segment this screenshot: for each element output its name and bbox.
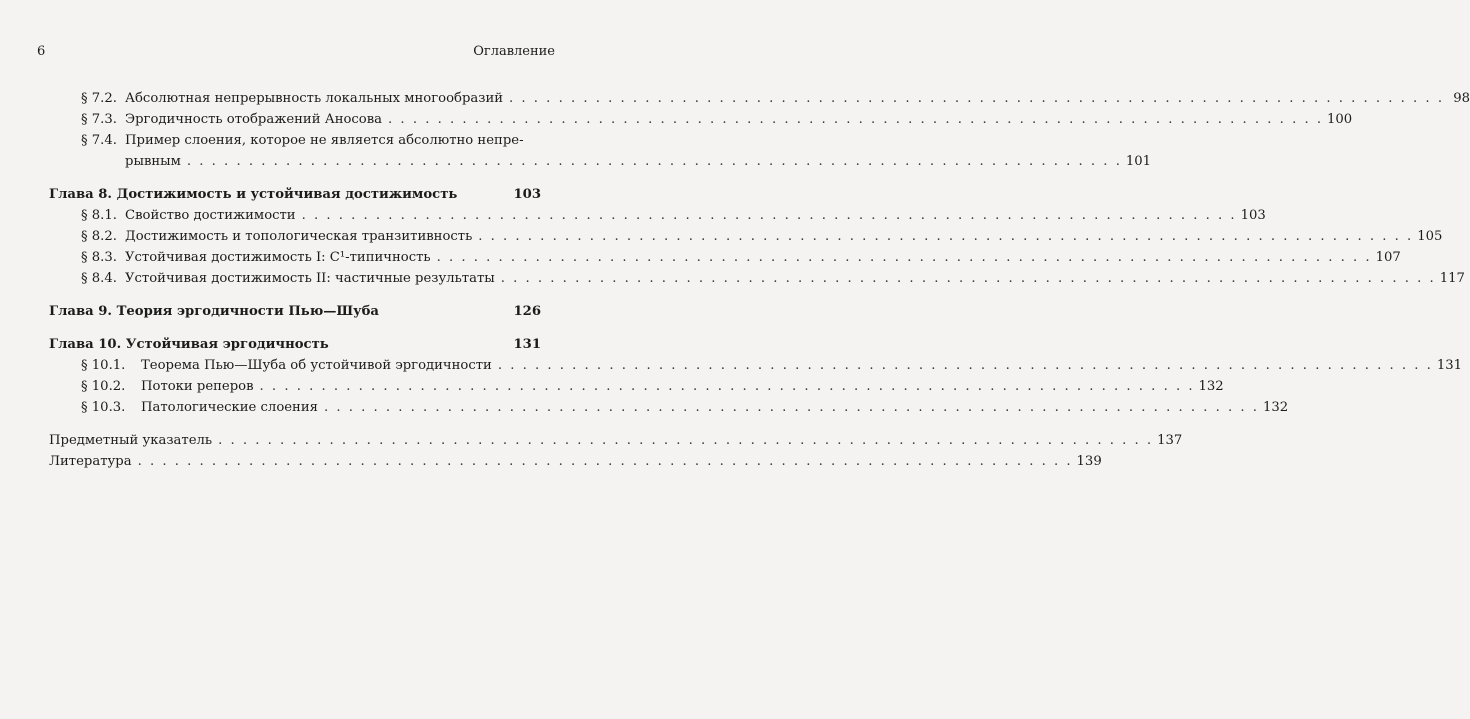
section-number: § 10.2.: [81, 379, 126, 394]
page-ref: 105: [1417, 229, 1443, 244]
toc-entry-10-3[interactable]: [49, 397, 1289, 418]
toc-chapter-8[interactable]: [49, 184, 541, 205]
section-number: § 8.3.: [81, 250, 117, 265]
toc-chapter-9[interactable]: [49, 301, 541, 322]
leader-dots: [388, 109, 1321, 130]
page-ref: 137: [1157, 433, 1183, 448]
section-title: Патологические слоения: [141, 400, 318, 415]
toc-chapter-10[interactable]: [49, 334, 541, 355]
leader-dots: [498, 355, 1431, 376]
toc-entry-8-3[interactable]: [49, 247, 1401, 268]
section-number: § 7.3.: [81, 112, 117, 127]
page-ref: 132: [1198, 379, 1224, 394]
section-title: Абсолютная непрерывность локальных многообразий: [125, 91, 504, 106]
section-title: Потоки реперов: [141, 379, 254, 394]
section-title: Эргодичность отображений Аносова: [125, 112, 383, 127]
section-number: § 8.2.: [81, 229, 117, 244]
leader-dots: [260, 376, 1193, 397]
page-number: 6: [37, 44, 46, 59]
backmatter-title: Предметный указатель: [49, 433, 213, 448]
page-ref: 117: [1439, 271, 1465, 286]
page-ref: 131: [513, 337, 541, 352]
leader-dots: [437, 247, 1370, 268]
toc-entry-8-2[interactable]: [49, 226, 1443, 247]
leader-dots: [218, 430, 1151, 451]
toc-entry-10-1[interactable]: [49, 355, 1463, 376]
page-ref: 132: [1262, 400, 1289, 415]
page-ref: 98: [1453, 91, 1470, 106]
leader-dots: [187, 151, 1120, 172]
section-title: Пример слоения, которое не является абсолютно непре-: [125, 133, 524, 148]
toc-entry-7-4-continued[interactable]: [49, 151, 1152, 172]
section-title: Устойчивая достижимость I: C¹-типичность: [125, 250, 431, 265]
leader-dots: [324, 397, 1257, 418]
leader-dots: [302, 205, 1235, 226]
section-number: § 10.1.: [81, 358, 126, 373]
page-ref: 126: [513, 304, 541, 319]
page-ref: 131: [1436, 358, 1463, 373]
backmatter-title: Литература: [49, 454, 132, 469]
page-ref: 107: [1375, 250, 1401, 265]
running-header: [37, 44, 555, 62]
running-title: Оглавление: [473, 44, 555, 59]
chapter-title: Глава 9. Теория эргодичности Пью—Шуба: [49, 304, 379, 319]
toc-entry-7-3[interactable]: [49, 109, 1353, 130]
page-ref: 100: [1327, 112, 1353, 127]
toc-entry-8-4[interactable]: [49, 268, 1465, 289]
page-ref: 103: [1240, 208, 1266, 223]
leader-dots: [138, 451, 1071, 472]
leader-dots: [509, 88, 1442, 109]
toc-entry-8-1[interactable]: [49, 205, 1266, 226]
section-number: § 8.4.: [81, 271, 117, 286]
section-number: § 8.1.: [81, 208, 117, 223]
toc-entry-index[interactable]: [49, 430, 1183, 451]
page-ref: 103: [513, 187, 541, 202]
chapter-title: Глава 10. Устойчивая эргодичность: [49, 337, 329, 352]
leader-dots: [478, 226, 1411, 247]
toc-entry-7-4[interactable]: [49, 130, 541, 151]
toc-entry-7-2[interactable]: [49, 88, 1470, 109]
section-title-continued: рывным: [125, 154, 181, 169]
section-title: Устойчивая достижимость II: частичные результаты: [125, 271, 495, 286]
toc-entry-references[interactable]: [49, 451, 1102, 472]
section-title: Теорема Пью—Шуба об устойчивой эргодичности: [141, 358, 492, 373]
table-of-contents: [49, 88, 1470, 472]
section-number: § 7.2.: [81, 91, 117, 106]
toc-entry-10-2[interactable]: [49, 376, 1224, 397]
section-title: Свойство достижимости: [125, 208, 296, 223]
chapter-title: Глава 8. Достижимость и устойчивая достижимость: [49, 187, 458, 202]
section-title: Достижимость и топологическая транзитивность: [125, 229, 473, 244]
section-number: § 10.3.: [81, 400, 126, 415]
section-number: § 7.4.: [81, 133, 117, 148]
page-ref: 101: [1125, 154, 1152, 169]
page-ref: 139: [1076, 454, 1102, 469]
leader-dots: [501, 268, 1434, 289]
